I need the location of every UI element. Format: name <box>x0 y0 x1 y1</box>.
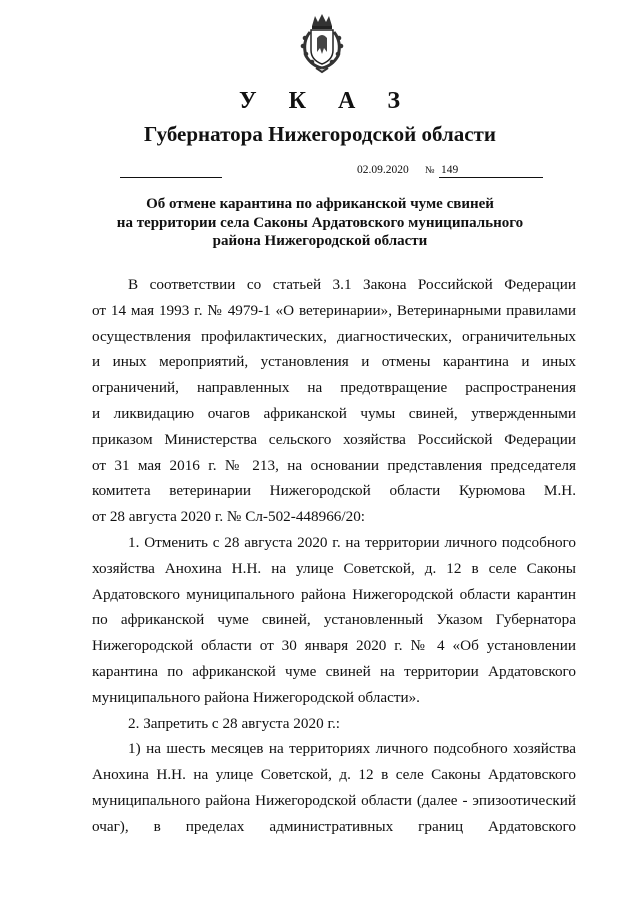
document-date: 02.09.2020 <box>357 164 409 176</box>
body-line: Нижегородской области от 30 января 2020 г. № 4 «Об установлении <box>92 637 576 655</box>
body-line: муниципального района Нижегородской области». <box>92 688 420 706</box>
body-line: 1. Отменить с 28 августа 2020 г. на территории личного подсобного <box>128 533 576 551</box>
coat-of-arms-icon <box>298 12 346 74</box>
body-line: карантина по африканской чуме свиней на территории Ардатовского <box>92 662 576 680</box>
body-line: муниципального района Нижегородской области (далее - эпизоотический <box>92 791 576 809</box>
body-line: очаг), в пределах административных границ Ардатовского <box>92 817 576 835</box>
body-line: от 31 мая 2016 г. № 213, на основании представления председателя <box>92 456 576 474</box>
body-line: Анохина Н.Н. на улице Советской, д. 12 в селе Саконы Ардатовского <box>92 766 576 784</box>
body-line: и иных мероприятий, установления и отмены карантина и иных <box>92 353 576 371</box>
body-line: 1) на шесть месяцев на территориях личного подсобного хозяйства <box>128 740 576 758</box>
body-line: В соответствии со статьей 3.1 Закона Российской Федерации <box>128 276 576 293</box>
body-line: осуществления профилактических, диагностических, ограничительных <box>92 327 576 345</box>
body-line: комитета ветеринарии Нижегородской области Курюмова М.Н. <box>92 482 576 500</box>
heading-line: Об отмене карантина по африканской чуме свиней <box>146 196 494 212</box>
document-heading <box>0 195 640 251</box>
document-number: 149 <box>441 164 459 176</box>
body-line: по африканской чуме свиней, установленный Указом Губернатора <box>92 611 576 629</box>
heading-line: района Нижегородской области <box>212 233 428 249</box>
body-line: и ликвидацию очагов африканской чумы свиней, утвержденными <box>92 404 576 422</box>
body-line: ограничений, направленных на предотвращение распространения <box>92 379 576 397</box>
number-label: № <box>425 165 435 176</box>
body-line: приказом Министерства сельского хозяйства Российской Федерации <box>92 430 576 448</box>
number-underline <box>439 177 543 178</box>
body-line: от 28 августа 2020 г. № Сл-502-448966/20: <box>92 508 366 526</box>
body-line: от 14 мая 1993 г. № 4979-1 «О ветеринарии», Ветеринарными правилами <box>92 301 576 319</box>
document-body <box>92 272 576 840</box>
heading-line: на территории села Саконы Ардатовского муниципального <box>116 214 524 231</box>
document-title: У К А З <box>238 88 413 114</box>
body-line: хозяйства Анохина Н.Н. на улице Советской, д. 12 в селе Саконы <box>92 559 576 577</box>
body-line: Ардатовского муниципального района Нижегородской области карантин <box>92 585 576 603</box>
body-line: 2. Запретить с 28 августа 2020 г.: <box>128 714 340 732</box>
date-blank-line <box>120 177 222 178</box>
document-subtitle: Губернатора Нижегородской области <box>144 122 496 146</box>
